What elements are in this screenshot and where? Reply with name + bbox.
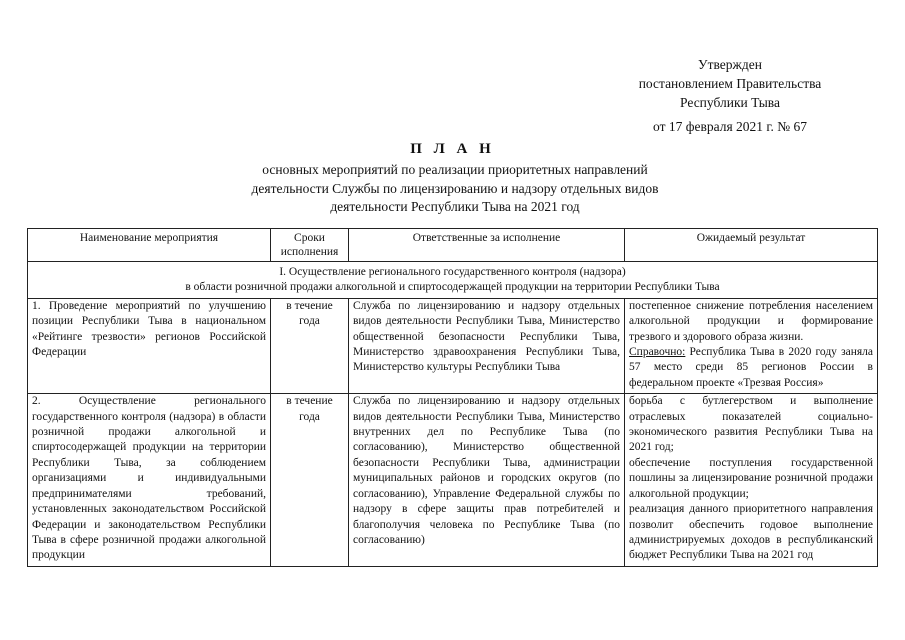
- row-result-text: борьба с бутлегерством и выполнение отраслевых показателей социально-экономического развития Республики Тыва на 2021 год;: [629, 395, 873, 454]
- row-result-text: реализация данного приоритетного направления позволит обеспечить годовое выполнение администрируемых доходов в республиканский бюджет Республики Тыва на 2021 год: [629, 503, 873, 562]
- row-result-text: обеспечение поступления государственной пошлины за лицензирование розничной продажи алкогольной продукции;: [629, 456, 873, 500]
- section-heading: [28, 262, 878, 299]
- note-label: Справочно:: [629, 346, 686, 359]
- document-title: П Л А Н: [410, 141, 495, 157]
- note-text: Республика Тыва в 2020 году заняла 57 место среди 85 регионов России в федеральном проекте «Трезвая Россия»: [629, 346, 873, 389]
- approval-date: от 17 февраля 2021 г. № 67: [653, 119, 807, 134]
- row-responsible-cell: Служба по лицензированию и надзору отдельных видов деятельности Республики Тыва, Министерство общественной безопасности Республики Тыва, Министерство здравоохранения Республики Тыва, Министерство культуры Республики Тыва: [349, 298, 625, 393]
- approval-line-approved: Утвержден: [698, 57, 762, 72]
- row-result-text: постепенное снижение потребления населением алкогольной продукции и формирование трезвого и здорового образа жизни.: [629, 299, 873, 343]
- approval-line-republic: Республики Тыва: [680, 95, 780, 110]
- section-heading-line: в области розничной продажи алкогольной и спиртосодержащей продукции на территории Республики Тыва: [185, 281, 720, 294]
- document-subtitle: [110, 161, 800, 217]
- approval-block: [600, 55, 860, 136]
- section-row: [28, 262, 878, 299]
- subtitle-line: деятельности Республики Тыва на 2021 год: [330, 199, 580, 214]
- header-term-line: Сроки: [294, 232, 325, 244]
- subtitle-line: основных мероприятий по реализации приоритетных направлений: [262, 162, 648, 177]
- row-result-cell: [625, 298, 878, 393]
- plan-table: [27, 228, 878, 567]
- row-name-cell: 2. Осуществление регионального государственного контроля (надзора) в области розничной продажи алкогольной и спиртосодержащей продукции на территории Республики Тыва, за соблюдением организациями и индивидуальными предпринимателями требований, установленных законодательством Российской Федерации и законодательством Республики Тыва в сфере розничной продажи алкогольной продукции: [28, 394, 271, 566]
- row-term-line: в течение: [286, 395, 333, 408]
- header-term: [271, 229, 349, 262]
- row-name-cell: 1. Проведение мероприятий по улучшению позиции Республики Тыва в национальном «Рейтинге трезвости» регионов Российской Федерации: [28, 298, 271, 393]
- row-term-line: в течение: [286, 299, 333, 312]
- row-term-line: года: [299, 410, 320, 423]
- subtitle-line: деятельности Службы по лицензированию и надзору отдельных видов: [251, 180, 659, 196]
- approval-line-resolution: постановлением Правительства: [638, 76, 822, 91]
- row-responsible-cell: Служба по лицензированию и надзору отдельных видов деятельности Республики Тыва, Министерство внутренних дел по Республике Тыва (по согласованию), Министерство общественной безопасности Республики Тыва, администрации муниципальных районов и городских округов (по согласованию), Управление Федеральной службы по надзору в сфере защиты прав потребителей и благополучия человека по Республике Тыва (по согласованию): [349, 394, 625, 566]
- table-header-row: [28, 229, 878, 262]
- header-result: Ожидаемый результат: [625, 229, 878, 262]
- section-heading-line: I. Осуществление регионального государственного контроля (надзора): [279, 266, 626, 278]
- row-term-cell: [271, 298, 349, 393]
- header-name: Наименование мероприятия: [28, 229, 271, 262]
- header-term-line: исполнения: [280, 246, 339, 258]
- header-responsible: Ответственные за исполнение: [349, 229, 625, 262]
- row-result-cell: [625, 394, 878, 566]
- row-term-line: года: [299, 315, 320, 328]
- table-row: [28, 394, 878, 566]
- row-term-cell: [271, 394, 349, 566]
- row-result-note: [629, 345, 873, 391]
- table-row: [28, 298, 878, 393]
